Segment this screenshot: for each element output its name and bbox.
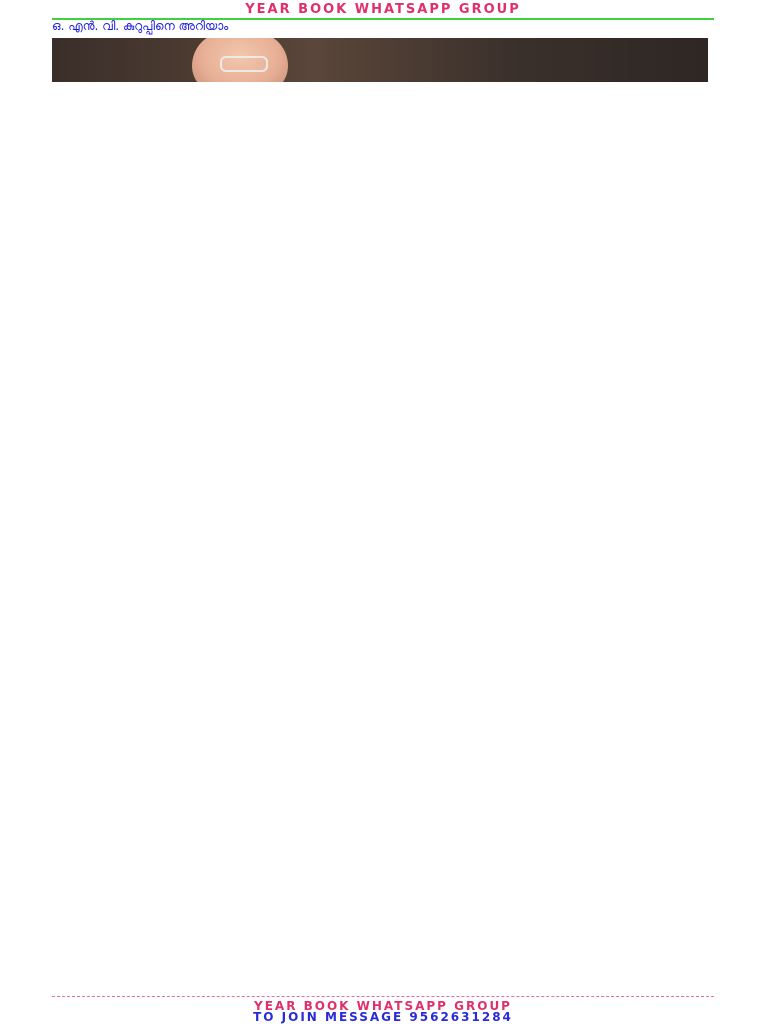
- article-headline: ഒ. എൻ. വി. കുറുപ്പിനെ അറിയാം: [52, 19, 229, 33]
- portrait-glasses: [220, 56, 268, 72]
- footer-join-message: TO JOIN MESSAGE 9562631284: [253, 1010, 513, 1024]
- footer-banner: YEAR BOOK WHATSAPP GROUP: [254, 999, 512, 1013]
- footer-divider: [52, 996, 714, 997]
- article-photo: [52, 38, 708, 82]
- top-banner: YEAR BOOK WHATSAPP GROUP: [245, 2, 521, 17]
